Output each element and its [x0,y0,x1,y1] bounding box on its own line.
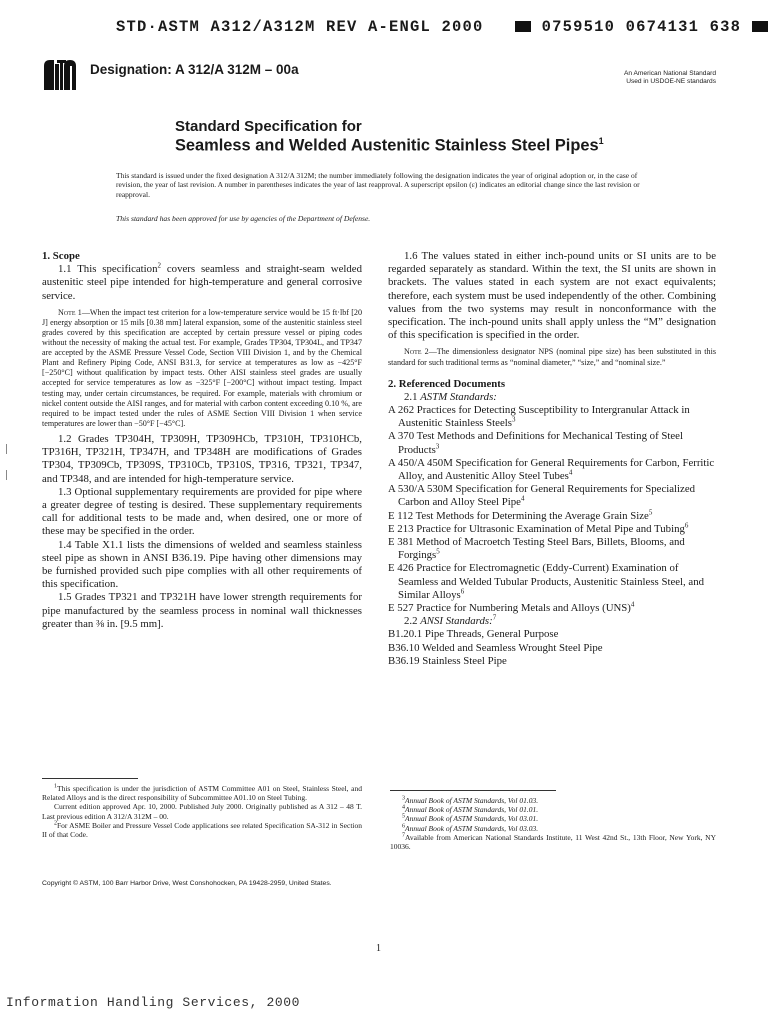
ansi-reference-list [388,628,716,668]
redaction-block [515,21,531,32]
ans-notice [560,70,716,86]
reference-item: E 426 Practice for Electromagnetic (Eddy-Current) Examination of Seamless and Welded Tubular Products, Austenitic Stainless Steel, and Similar Alloys$^6$ [388,562,705,601]
footnote-marker: 1 [598,136,604,146]
footnote-rule [390,790,556,791]
footnotes-left [42,784,362,839]
astm-logo [40,56,78,94]
issuance-note: This standard is issued under the fixed designation A 312/A 312M; the number immediately following the designation indicates the year of original adoption or, in the case of revision, the year of last revision. A number in parentheses indicates the year of last reapproval. A superscript epsilon (ε) indicates an editorial change since the last revision or reapproval. [116,171,640,199]
paragraph: 1.2 Grades TP304H, TP309H, TP309HCb, TP310H, TP310HCb, TP316H, TP321H, TP347H, and TP348H are modifications of Grades TP304, TP309Cb, TP309S, TP310Cb, TP310S, TP316, TP321, TP347, and TP348, and are intended for high-temperature service. [42,432,362,485]
designation: Designation: A 312/A 312M – 00a [90,62,299,77]
footnote: $^1$This specification is under the jurisdiction of ASTM Committee A01 on Steel, Stainless Steel, and Related Alloys and is the direct responsibility of Subcommittee A01.10 on Steel Tubing. [42,783,362,803]
ans-line: An American National Standard [624,70,716,77]
document-title [175,136,604,155]
right-column [388,250,716,668]
margin-mark [6,444,7,454]
provider-footer: Information Handling Services, 2000 [6,995,301,1010]
margin-mark [6,470,7,480]
footnote: $^6$Annual Book of ASTM Standards, Vol 03.03. [402,823,539,833]
reference-item: E 381 Method of Macroetch Testing Steel Bars, Billets, Blooms, and Forgings$^5$ [388,536,685,562]
paragraph: 1.6 The values stated in either inch-pound units or SI units are to be regarded separately as standard. Within the text, the SI units are shown in brackets. The values stated in each system are not exact equivalents; therefore, each system must be used independently of the other. Combining values from the two systems may result in nonconformance with the specification. The inch-pound units shall apply unless the “M” designation of this specification is specified in the order. [388,250,716,342]
subsection-heading: 2.2 ANSI Standards:$^7$ [404,613,497,628]
astm-reference-list [388,404,716,615]
footnote: Current edition approved Apr. 10, 2000. Published July 2000. Originally published as A 312 – 48 T. Last previous edition A 312/A 312M – 00. [42,802,362,821]
note: Note 2—The dimensionless designator NPS (nominal pipe size) has been substituted in this standard for such traditional terms as “nominal diameter,” “size,” and “nominal size.” [388,347,716,367]
reference-item: E 527 Practice for Numbering Metals and Alloys (UNS)$^4$ [388,600,635,615]
reference-item: A 530/A 530M Specification for General Requirements for Specialized Carbon and Alloy Steel Pipe$^4$ [388,483,696,509]
ans-line: Used in USDOE-NE standards [626,78,716,85]
note: Note 1—When the impact test criterion for a low-temperature service would be 15 ft·lbf [20 J] energy absorption or 15 mils [0.38 mm] lateral expansion, some of the austenitic stainless steel grades covered by this specification are accepted by certain pressure vessel or piping codes without the necessity of making the actual test. For example, Grades TP304, TP304L, and TP347 are accepted by the ASME Pressure Vessel Code, Section VIII Division 1, and by the Chemical Plant and Refinery Piping Code, ANSI B31.3, for service at temperatures as low as −425°F [−250°C] without qualification by impact tests. Other AISI stainless steel grades are usually accepted for service temperatures as low as −325°F [−200°C] without impact testing. Impact testing may, under certain circumstances, be required. For example, materials with chromium or nickel content outside the AISI ranges, and for material with carbon content exceeding 0.10 %, are required to be impact tested under the rules of ASME Section VIII Division 1 when service temperatures are lower than −50°F [−45°C]. [42,307,362,428]
footnote: $^5$Annual Book of ASTM Standards, Vol 03.01. [402,813,539,824]
footnote: $^2$For ASME Boiler and Pressure Vessel Code applications see related Specification SA-312 in Section II of that Code. [42,820,362,840]
page-number: 1 [376,943,381,954]
footnote: $^4$Annual Book of ASTM Standards, Vol 01.01. [402,804,539,815]
reference-item: B1.20.1 Pipe Threads, General Purpose [388,628,559,641]
reference-item: A 262 Practices for Detecting Susceptibility to Intergranular Attack in Austenitic Stainless Steels$^3$ [388,404,690,430]
section-heading: 2. Referenced Documents [388,377,506,390]
copyright-line: Copyright © ASTM, 100 Barr Harbor Drive, West Conshohocken, PA 19428-2959, United States. [42,880,332,887]
footnotes-right [390,796,716,851]
paragraph: 1.5 Grades TP321 and TP321H have lower strength requirements for pipe manufactured by the seamless process in nominal wall thicknesses greater than ⅜ in. [9.5 mm]. [42,591,362,630]
title-text: Seamless and Welded Austenitic Stainless Steel Pipes [175,136,599,155]
redaction-block [752,21,768,32]
reference-item: A 370 Test Methods and Definitions for Mechanical Testing of Steel Products$^3$ [388,430,683,456]
reference-item: B36.19 Stainless Steel Pipe [388,654,507,667]
paragraph: 1.1 This specification$^2$ covers seamless and straight-seam welded austenitic steel pipe intended for high-temperature and general corrosive service. [42,261,362,302]
doc-code: 0759510 0674131 638 [541,18,742,36]
paragraph: 1.4 Table X1.1 lists the dimensions of welded and seamless stainless steel pipe as shown in ANSI B36.19. Pipe having other dimensions may be furnished provided such pipe complies with all other requirements of this specification. [42,538,362,591]
footnote: $^3$Annual Book of ASTM Standards, Vol 01.03. [402,795,539,805]
paragraph: 1.3 Optional supplementary requirements are provided for pipe where a greater degree of testing is desired. These supplementary requirements call for additional tests to be made and, when desired, one or more of these may be specified in the order. [42,485,362,538]
doc-ref: STD·ASTM A312/A312M REV A-ENGL 2000 [116,18,484,36]
reference-item: A 450/A 450M Specification for General Requirements for Carbon, Ferritic Alloy, and Austenitic Alloy Steel Tubes$^4$ [388,456,715,483]
defense-approval-note: This standard has been approved for use by agencies of the Department of Defense. [116,214,371,223]
left-column [42,250,362,631]
reference-item: E 112 Test Methods for Determining the Average Grain Size$^5$ [388,508,653,522]
reference-item: B36.10 Welded and Seamless Wrought Steel Pipe [388,641,603,654]
section-heading: 1. Scope [42,250,80,262]
reference-item: E 213 Practice for Ultrasonic Examination of Metal Pipe and Tubing$^6$ [388,521,689,535]
footnote-rule [42,778,138,779]
footnote: $^7$Available from American National Standards Institute, 11 West 42nd St., 13th Floor, New York, NY 10036. [390,832,716,852]
document-reference-line [116,18,768,36]
subsection-heading: 2.1 ASTM Standards: [404,390,497,403]
title-line: Standard Specification for [175,118,362,135]
